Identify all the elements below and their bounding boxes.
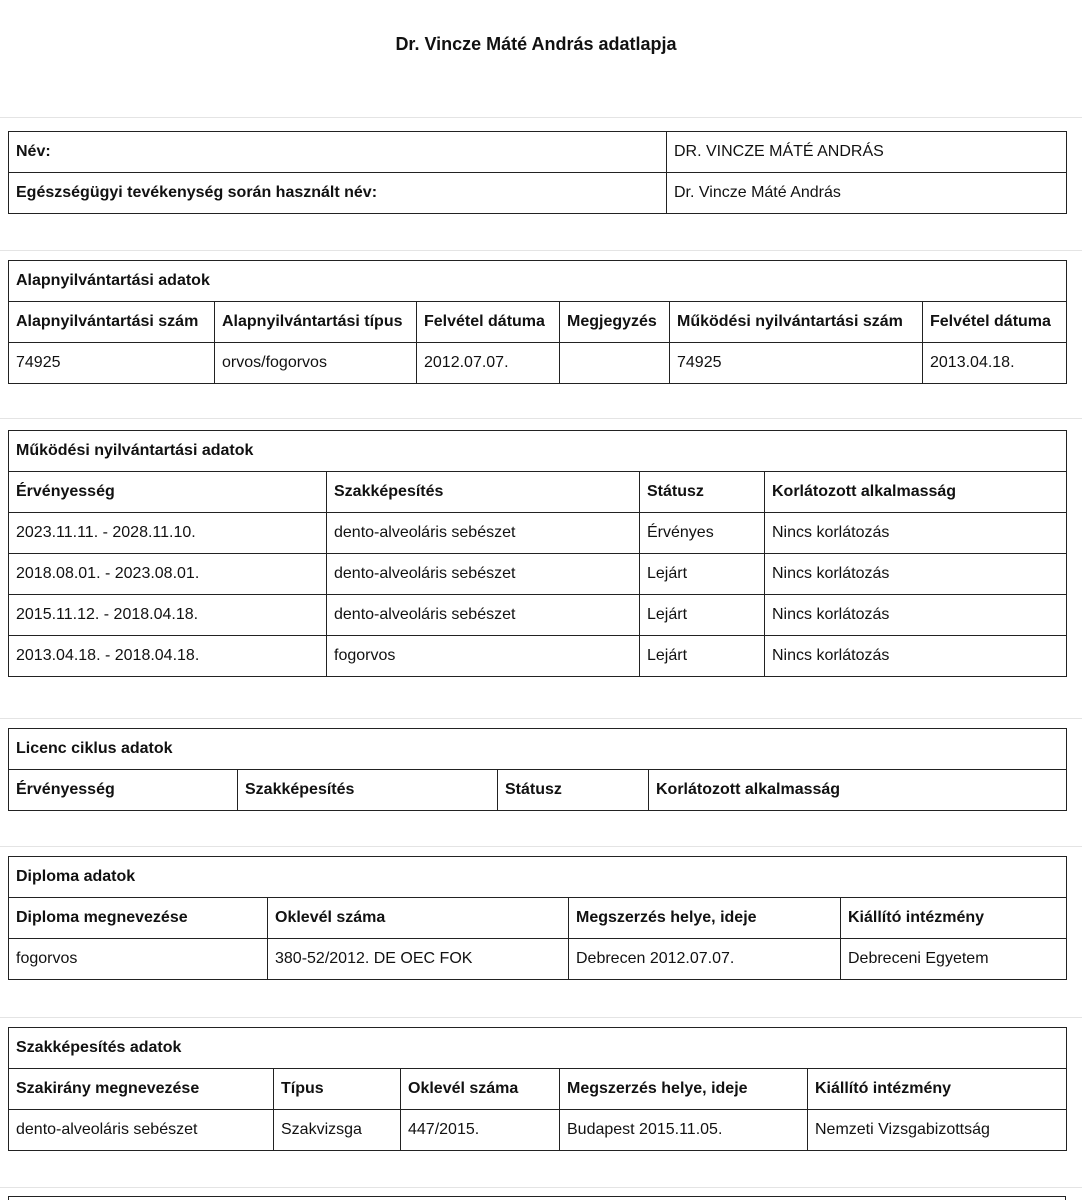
health-name-value: Dr. Vincze Máté András bbox=[667, 173, 1067, 214]
column-header: Érvényesség bbox=[9, 770, 238, 811]
column-header: Alapnyilvántartási típus bbox=[215, 302, 417, 343]
table-cell: fogorvos bbox=[9, 939, 268, 980]
page-title: Dr. Vincze Máté András adatlapja bbox=[395, 34, 677, 54]
diploma-table bbox=[8, 856, 1067, 980]
column-header: Érvényesség bbox=[9, 472, 327, 513]
table-cell: dento-alveoláris sebészet bbox=[327, 513, 640, 554]
table-cell: 2023.11.11. - 2028.11.10. bbox=[9, 513, 327, 554]
column-header: Oklevél száma bbox=[268, 898, 569, 939]
table-header-row bbox=[9, 770, 1067, 811]
table-cell: 74925 bbox=[9, 343, 215, 384]
table-cell: 447/2015. bbox=[401, 1110, 560, 1151]
column-header: Szakirány megnevezése bbox=[9, 1069, 274, 1110]
column-header: Alapnyilvántartási szám bbox=[9, 302, 215, 343]
column-header: Szakképesítés bbox=[327, 472, 640, 513]
table-row bbox=[9, 173, 1067, 214]
table-cell: 2013.04.18. bbox=[923, 343, 1067, 384]
base-registry-table bbox=[8, 260, 1067, 384]
table-cell: dento-alveoláris sebészet bbox=[9, 1110, 274, 1151]
next-table-top-edge bbox=[8, 1196, 1066, 1200]
table-cell bbox=[560, 343, 670, 384]
table-row bbox=[9, 513, 1067, 554]
table-cell: Szakvizsga bbox=[274, 1110, 401, 1151]
column-header: Felvétel dátuma bbox=[923, 302, 1067, 343]
table-cell: 2013.04.18. - 2018.04.18. bbox=[9, 636, 327, 677]
operating-registry-table bbox=[8, 430, 1067, 677]
table-cell: Lejárt bbox=[640, 595, 765, 636]
section-divider bbox=[0, 1187, 1082, 1188]
table-cell: dento-alveoláris sebészet bbox=[327, 595, 640, 636]
table-cell: 74925 bbox=[670, 343, 923, 384]
table-cell: Lejárt bbox=[640, 636, 765, 677]
base-registry-caption: Alapnyilvántartási adatok bbox=[9, 261, 1067, 302]
table-cell: 2015.11.12. - 2018.04.18. bbox=[9, 595, 327, 636]
table-row bbox=[9, 343, 1067, 384]
license-cycle-table bbox=[8, 728, 1067, 811]
table-row bbox=[9, 939, 1067, 980]
column-header: Megszerzés helye, ideje bbox=[560, 1069, 808, 1110]
section-divider bbox=[0, 718, 1082, 719]
column-header: Diploma megnevezése bbox=[9, 898, 268, 939]
table-cell: fogorvos bbox=[327, 636, 640, 677]
table-cell: 2018.08.01. - 2023.08.01. bbox=[9, 554, 327, 595]
specialization-caption: Szakképesítés adatok bbox=[9, 1028, 1067, 1069]
column-header: Megjegyzés bbox=[560, 302, 670, 343]
section-divider bbox=[0, 1017, 1082, 1018]
table-cell: orvos/fogorvos bbox=[215, 343, 417, 384]
column-header: Korlátozott alkalmasság bbox=[765, 472, 1067, 513]
column-header: Státusz bbox=[498, 770, 649, 811]
table-cell: Nincs korlátozás bbox=[765, 554, 1067, 595]
specialization-table bbox=[8, 1027, 1067, 1151]
table-row bbox=[9, 595, 1067, 636]
column-header: Megszerzés helye, ideje bbox=[569, 898, 841, 939]
table-row bbox=[9, 132, 1067, 173]
table-row bbox=[9, 636, 1067, 677]
table-cell: 2012.07.07. bbox=[417, 343, 560, 384]
section-divider bbox=[0, 418, 1082, 419]
column-header: Szakképesítés bbox=[238, 770, 498, 811]
column-header: Státusz bbox=[640, 472, 765, 513]
section-divider bbox=[0, 846, 1082, 847]
name-label: Név: bbox=[9, 132, 667, 173]
table-header-row bbox=[9, 898, 1067, 939]
person-table bbox=[8, 131, 1067, 214]
section-divider bbox=[0, 117, 1082, 118]
license-cycle-caption: Licenc ciklus adatok bbox=[9, 729, 1067, 770]
column-header: Kiállító intézmény bbox=[841, 898, 1067, 939]
table-cell: Budapest 2015.11.05. bbox=[560, 1110, 808, 1151]
table-header-row bbox=[9, 472, 1067, 513]
table-header-row bbox=[9, 1069, 1067, 1110]
table-row bbox=[9, 1110, 1067, 1151]
table-cell: Debrecen 2012.07.07. bbox=[569, 939, 841, 980]
table-cell: Debreceni Egyetem bbox=[841, 939, 1067, 980]
diploma-caption: Diploma adatok bbox=[9, 857, 1067, 898]
table-cell: dento-alveoláris sebészet bbox=[327, 554, 640, 595]
column-header: Korlátozott alkalmasság bbox=[649, 770, 1067, 811]
name-value: DR. VINCZE MÁTÉ ANDRÁS bbox=[667, 132, 1067, 173]
table-cell: Nemzeti Vizsgabizottság bbox=[808, 1110, 1067, 1151]
table-cell: Nincs korlátozás bbox=[765, 636, 1067, 677]
table-cell: 380-52/2012. DE OEC FOK bbox=[268, 939, 569, 980]
operating-registry-caption: Működési nyilvántartási adatok bbox=[9, 431, 1067, 472]
table-row bbox=[9, 554, 1067, 595]
column-header: Felvétel dátuma bbox=[417, 302, 560, 343]
column-header: Oklevél száma bbox=[401, 1069, 560, 1110]
column-header: Működési nyilvántartási szám bbox=[670, 302, 923, 343]
table-cell: Nincs korlátozás bbox=[765, 595, 1067, 636]
column-header: Típus bbox=[274, 1069, 401, 1110]
table-cell: Érvényes bbox=[640, 513, 765, 554]
table-header-row bbox=[9, 302, 1067, 343]
health-name-label: Egészségügyi tevékenység során használt név: bbox=[9, 173, 667, 214]
column-header: Kiállító intézmény bbox=[808, 1069, 1067, 1110]
table-cell: Nincs korlátozás bbox=[765, 513, 1067, 554]
table-cell: Lejárt bbox=[640, 554, 765, 595]
section-divider bbox=[0, 250, 1082, 251]
